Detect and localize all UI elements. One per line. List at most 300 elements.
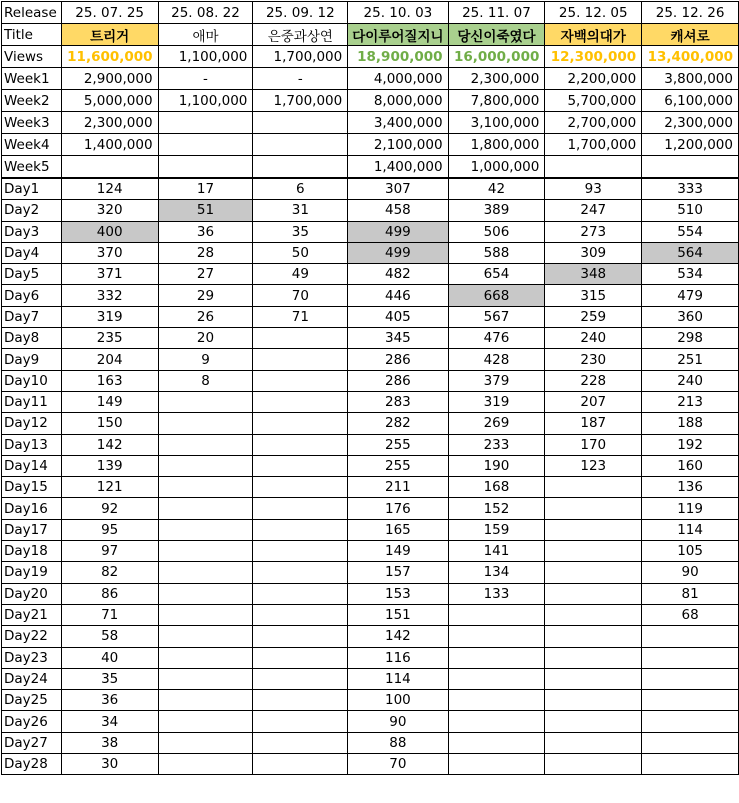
film-title-cell: 당신이죽였다 <box>448 24 545 46</box>
daily-views-cell: 9 <box>158 349 253 370</box>
daily-views-cell <box>545 604 642 625</box>
weekly-views-cell: 2,300,000 <box>642 112 739 134</box>
daily-views-cell <box>253 391 348 412</box>
release-date-cell: 25. 08. 22 <box>158 2 253 24</box>
daily-views-cell <box>642 754 739 775</box>
daily-views-cell <box>253 690 348 711</box>
daily-views-cell <box>158 690 253 711</box>
weekly-views-cell: 2,200,000 <box>545 68 642 90</box>
daily-views-cell <box>253 668 348 689</box>
daily-views-cell <box>448 647 545 668</box>
daily-views-cell: 479 <box>642 285 739 306</box>
daily-views-cell: 332 <box>61 285 158 306</box>
daily-views-cell: 213 <box>642 391 739 412</box>
daily-views-cell <box>545 754 642 775</box>
daily-views-cell: 29 <box>158 285 253 306</box>
daily-views-cell <box>642 711 739 732</box>
row-label-day: Day17 <box>2 519 62 540</box>
weekly-views-cell <box>61 156 158 179</box>
daily-views-cell <box>545 562 642 583</box>
daily-views-cell: 105 <box>642 541 739 562</box>
daily-views-cell: 259 <box>545 306 642 327</box>
daily-views-cell <box>642 668 739 689</box>
weekly-views-cell: 3,400,000 <box>348 112 448 134</box>
daily-views-cell: 134 <box>448 562 545 583</box>
daily-views-cell: 141 <box>448 541 545 562</box>
row-label-day: Day14 <box>2 455 62 476</box>
day-row <box>2 477 739 498</box>
weekly-views-cell <box>545 156 642 179</box>
row-label-day: Day2 <box>2 200 62 221</box>
row-label-day: Day1 <box>2 178 62 200</box>
row-label-day: Day22 <box>2 626 62 647</box>
day-row <box>2 754 739 775</box>
daily-views-cell: 446 <box>348 285 448 306</box>
daily-views-cell <box>253 541 348 562</box>
weekly-views-cell: 1,400,000 <box>348 156 448 179</box>
day-row <box>2 285 739 306</box>
daily-views-cell: 20 <box>158 328 253 349</box>
daily-views-cell: 40 <box>61 647 158 668</box>
daily-views-cell <box>158 732 253 753</box>
daily-views-cell <box>545 626 642 647</box>
daily-views-cell: 49 <box>253 264 348 285</box>
daily-views-cell <box>158 434 253 455</box>
daily-views-cell <box>448 690 545 711</box>
daily-views-cell: 100 <box>348 690 448 711</box>
weekly-views-cell <box>158 156 253 179</box>
row-label-day: Day7 <box>2 306 62 327</box>
daily-views-cell: 282 <box>348 413 448 434</box>
day-row <box>2 711 739 732</box>
daily-views-cell: 139 <box>61 455 158 476</box>
daily-views-cell: 119 <box>642 498 739 519</box>
daily-views-cell: 370 <box>61 242 158 263</box>
day-row <box>2 434 739 455</box>
daily-views-cell: 315 <box>545 285 642 306</box>
daily-views-cell: 34 <box>61 711 158 732</box>
daily-views-cell: 114 <box>348 668 448 689</box>
daily-views-cell: 360 <box>642 306 739 327</box>
day-row <box>2 391 739 412</box>
daily-views-cell <box>253 328 348 349</box>
row-label-day: Day24 <box>2 668 62 689</box>
daily-views-cell <box>253 349 348 370</box>
weekly-views-cell: 6,100,000 <box>642 90 739 112</box>
day-row <box>2 604 739 625</box>
daily-views-cell: 28 <box>158 242 253 263</box>
daily-views-cell: 152 <box>448 498 545 519</box>
row-label-release: Release <box>2 2 62 24</box>
weekly-views-cell: 1,100,000 <box>158 90 253 112</box>
weekly-views-cell: 5,700,000 <box>545 90 642 112</box>
weekly-views-cell: 2,900,000 <box>61 68 158 90</box>
daily-views-cell: 17 <box>158 178 253 200</box>
daily-views-cell: 35 <box>61 668 158 689</box>
daily-views-cell: 42 <box>448 178 545 200</box>
row-label-day: Day11 <box>2 391 62 412</box>
row-label-day: Day16 <box>2 498 62 519</box>
daily-views-cell: 142 <box>61 434 158 455</box>
daily-views-cell: 86 <box>61 583 158 604</box>
weekly-views-cell: 7,800,000 <box>448 90 545 112</box>
daily-views-cell: 307 <box>348 178 448 200</box>
row-label-day: Day25 <box>2 690 62 711</box>
daily-views-cell <box>253 370 348 391</box>
film-title-cell: 트리거 <box>61 24 158 46</box>
daily-views-cell <box>158 541 253 562</box>
total-views-cell: 11,600,000 <box>61 46 158 68</box>
daily-views-cell: 38 <box>61 732 158 753</box>
day-row <box>2 519 739 540</box>
film-title-cell: 캐셔로 <box>642 24 739 46</box>
row-label-views: Views <box>2 46 62 68</box>
row-label-day: Day8 <box>2 328 62 349</box>
release-date-cell: 25. 10. 03 <box>348 2 448 24</box>
daily-views-cell: 71 <box>61 604 158 625</box>
row-label-day: Day27 <box>2 732 62 753</box>
weekly-views-cell: 1,200,000 <box>642 134 739 156</box>
daily-views-cell: 588 <box>448 242 545 263</box>
daily-views-cell <box>158 583 253 604</box>
daily-views-cell <box>158 668 253 689</box>
weekly-views-cell: 2,300,000 <box>448 68 545 90</box>
daily-views-cell <box>158 604 253 625</box>
daily-views-cell: 26 <box>158 306 253 327</box>
weekly-views-cell: 1,400,000 <box>61 134 158 156</box>
row-label-day: Day26 <box>2 711 62 732</box>
daily-views-cell: 31 <box>253 200 348 221</box>
title-row <box>2 24 739 46</box>
weekly-views-cell: 1,000,000 <box>448 156 545 179</box>
week-row <box>2 68 739 90</box>
weekly-views-cell <box>253 134 348 156</box>
daily-views-cell: 142 <box>348 626 448 647</box>
daily-views-cell: 286 <box>348 370 448 391</box>
row-label-day: Day5 <box>2 264 62 285</box>
total-views-cell: 1,100,000 <box>158 46 253 68</box>
peak-day-cell: 348 <box>545 264 642 285</box>
row-label-day: Day13 <box>2 434 62 455</box>
daily-views-cell: 163 <box>61 370 158 391</box>
daily-views-cell: 165 <box>348 519 448 540</box>
daily-views-cell: 27 <box>158 264 253 285</box>
daily-views-cell <box>158 626 253 647</box>
daily-views-cell: 233 <box>448 434 545 455</box>
daily-views-cell: 95 <box>61 519 158 540</box>
day-row <box>2 732 739 753</box>
daily-views-cell: 255 <box>348 434 448 455</box>
weekly-views-cell: 1,700,000 <box>253 90 348 112</box>
daily-views-cell: 320 <box>61 200 158 221</box>
weekly-views-cell: 2,700,000 <box>545 112 642 134</box>
day-row <box>2 328 739 349</box>
total-views-cell: 12,300,000 <box>545 46 642 68</box>
peak-day-cell: 668 <box>448 285 545 306</box>
daily-views-cell: 286 <box>348 349 448 370</box>
row-label-day: Day12 <box>2 413 62 434</box>
weekly-views-cell: 5,000,000 <box>61 90 158 112</box>
row-label-day: Day19 <box>2 562 62 583</box>
daily-views-cell: 251 <box>642 349 739 370</box>
daily-views-cell <box>448 668 545 689</box>
daily-views-cell: 159 <box>448 519 545 540</box>
row-label-week: Week1 <box>2 68 62 90</box>
release-row <box>2 2 739 24</box>
row-label-day: Day15 <box>2 477 62 498</box>
weekly-views-cell: 2,100,000 <box>348 134 448 156</box>
row-label-day: Day18 <box>2 541 62 562</box>
film-title-cell: 애마 <box>158 24 253 46</box>
daily-views-cell <box>448 732 545 753</box>
daily-views-cell <box>158 754 253 775</box>
daily-views-cell: 204 <box>61 349 158 370</box>
daily-views-cell: 170 <box>545 434 642 455</box>
daily-views-cell <box>253 455 348 476</box>
daily-views-cell: 319 <box>61 306 158 327</box>
daily-views-cell <box>253 583 348 604</box>
day-row <box>2 562 739 583</box>
weekly-views-cell <box>642 156 739 179</box>
daily-views-cell <box>158 519 253 540</box>
day-row <box>2 690 739 711</box>
daily-views-cell <box>158 711 253 732</box>
daily-views-cell <box>158 477 253 498</box>
daily-views-cell: 149 <box>348 541 448 562</box>
weekly-views-cell: - <box>158 68 253 90</box>
total-views-cell: 16,000,000 <box>448 46 545 68</box>
daily-views-cell: 116 <box>348 647 448 668</box>
day-row <box>2 370 739 391</box>
total-views-cell: 18,900,000 <box>348 46 448 68</box>
day-row <box>2 541 739 562</box>
daily-views-cell: 123 <box>545 455 642 476</box>
row-label-title: Title <box>2 24 62 46</box>
day-row <box>2 242 739 263</box>
daily-views-cell: 371 <box>61 264 158 285</box>
weekly-views-cell: 1,700,000 <box>545 134 642 156</box>
weekly-views-cell: 4,000,000 <box>348 68 448 90</box>
viewership-table <box>1 1 739 775</box>
day-row <box>2 221 739 242</box>
daily-views-cell <box>448 711 545 732</box>
day-row <box>2 498 739 519</box>
day-row <box>2 264 739 285</box>
daily-views-cell: 255 <box>348 455 448 476</box>
daily-views-cell <box>545 583 642 604</box>
daily-views-cell <box>158 455 253 476</box>
daily-views-cell <box>545 668 642 689</box>
daily-views-cell <box>253 604 348 625</box>
daily-views-cell: 309 <box>545 242 642 263</box>
daily-views-cell <box>448 604 545 625</box>
daily-views-cell: 81 <box>642 583 739 604</box>
peak-day-cell: 499 <box>348 221 448 242</box>
daily-views-cell: 207 <box>545 391 642 412</box>
day-row <box>2 178 739 200</box>
weekly-views-cell: 3,800,000 <box>642 68 739 90</box>
daily-views-cell: 240 <box>642 370 739 391</box>
daily-views-cell <box>642 626 739 647</box>
daily-views-cell: 149 <box>61 391 158 412</box>
peak-day-cell: 499 <box>348 242 448 263</box>
daily-views-cell: 8 <box>158 370 253 391</box>
daily-views-cell: 30 <box>61 754 158 775</box>
daily-views-cell: 240 <box>545 328 642 349</box>
daily-views-cell: 510 <box>642 200 739 221</box>
weekly-views-cell <box>253 156 348 179</box>
peak-day-cell: 400 <box>61 221 158 242</box>
daily-views-cell: 534 <box>642 264 739 285</box>
day-row <box>2 668 739 689</box>
row-label-day: Day9 <box>2 349 62 370</box>
week-row <box>2 112 739 134</box>
weekly-views-cell: 8,000,000 <box>348 90 448 112</box>
daily-views-cell: 192 <box>642 434 739 455</box>
daily-views-cell: 136 <box>642 477 739 498</box>
daily-views-cell: 333 <box>642 178 739 200</box>
daily-views-cell: 230 <box>545 349 642 370</box>
daily-views-cell <box>158 413 253 434</box>
views-row <box>2 46 739 68</box>
daily-views-cell: 168 <box>448 477 545 498</box>
daily-views-cell: 133 <box>448 583 545 604</box>
row-label-week: Week4 <box>2 134 62 156</box>
daily-views-cell: 247 <box>545 200 642 221</box>
daily-views-cell: 554 <box>642 221 739 242</box>
daily-views-cell: 36 <box>61 690 158 711</box>
release-date-cell: 25. 09. 12 <box>253 2 348 24</box>
daily-views-cell: 190 <box>448 455 545 476</box>
daily-views-cell: 70 <box>253 285 348 306</box>
daily-views-cell <box>545 690 642 711</box>
daily-views-cell: 567 <box>448 306 545 327</box>
daily-views-cell: 157 <box>348 562 448 583</box>
daily-views-cell: 92 <box>61 498 158 519</box>
daily-views-cell: 187 <box>545 413 642 434</box>
daily-views-cell <box>158 391 253 412</box>
release-date-cell: 25. 07. 25 <box>61 2 158 24</box>
weekly-views-cell <box>158 134 253 156</box>
daily-views-cell <box>642 732 739 753</box>
day-row <box>2 455 739 476</box>
daily-views-cell <box>253 711 348 732</box>
row-label-day: Day20 <box>2 583 62 604</box>
daily-views-cell <box>253 413 348 434</box>
row-label-day: Day4 <box>2 242 62 263</box>
row-label-day: Day10 <box>2 370 62 391</box>
daily-views-cell: 58 <box>61 626 158 647</box>
daily-views-cell: 124 <box>61 178 158 200</box>
daily-views-cell: 35 <box>253 221 348 242</box>
daily-views-cell <box>253 477 348 498</box>
week-row <box>2 90 739 112</box>
daily-views-cell <box>642 690 739 711</box>
daily-views-cell <box>158 647 253 668</box>
daily-views-cell <box>253 732 348 753</box>
weekly-views-cell: 1,800,000 <box>448 134 545 156</box>
daily-views-cell: 90 <box>348 711 448 732</box>
daily-views-cell: 88 <box>348 732 448 753</box>
row-label-day: Day3 <box>2 221 62 242</box>
weekly-views-cell <box>158 112 253 134</box>
daily-views-cell: 269 <box>448 413 545 434</box>
weekly-views-cell <box>253 112 348 134</box>
daily-views-cell: 482 <box>348 264 448 285</box>
daily-views-cell: 71 <box>253 306 348 327</box>
daily-views-cell <box>545 711 642 732</box>
daily-views-cell <box>253 754 348 775</box>
daily-views-cell: 379 <box>448 370 545 391</box>
daily-views-cell <box>253 626 348 647</box>
peak-day-cell: 564 <box>642 242 739 263</box>
row-label-day: Day23 <box>2 647 62 668</box>
daily-views-cell: 228 <box>545 370 642 391</box>
daily-views-cell: 93 <box>545 178 642 200</box>
daily-views-cell: 97 <box>61 541 158 562</box>
week-row <box>2 134 739 156</box>
daily-views-cell: 176 <box>348 498 448 519</box>
daily-views-cell: 283 <box>348 391 448 412</box>
release-date-cell: 25. 12. 05 <box>545 2 642 24</box>
daily-views-cell <box>545 519 642 540</box>
daily-views-cell: 298 <box>642 328 739 349</box>
daily-views-cell: 319 <box>448 391 545 412</box>
daily-views-cell: 6 <box>253 178 348 200</box>
daily-views-cell <box>545 541 642 562</box>
daily-views-cell: 82 <box>61 562 158 583</box>
daily-views-cell <box>253 647 348 668</box>
daily-views-cell: 68 <box>642 604 739 625</box>
daily-views-cell <box>253 498 348 519</box>
row-label-day: Day21 <box>2 604 62 625</box>
row-label-week: Week3 <box>2 112 62 134</box>
daily-views-cell <box>448 754 545 775</box>
daily-views-cell: 345 <box>348 328 448 349</box>
daily-views-cell: 235 <box>61 328 158 349</box>
day-row <box>2 583 739 604</box>
daily-views-cell: 160 <box>642 455 739 476</box>
daily-views-cell: 150 <box>61 413 158 434</box>
daily-views-cell <box>642 647 739 668</box>
weekly-views-cell: 2,300,000 <box>61 112 158 134</box>
daily-views-cell: 121 <box>61 477 158 498</box>
daily-views-cell <box>253 562 348 583</box>
day-row <box>2 626 739 647</box>
film-title-cell: 은중과상연 <box>253 24 348 46</box>
daily-views-cell: 428 <box>448 349 545 370</box>
total-views-cell: 1,700,000 <box>253 46 348 68</box>
daily-views-cell: 506 <box>448 221 545 242</box>
daily-views-cell <box>448 626 545 647</box>
row-label-week: Week5 <box>2 156 62 179</box>
daily-views-cell: 50 <box>253 242 348 263</box>
row-label-day: Day6 <box>2 285 62 306</box>
daily-views-cell: 273 <box>545 221 642 242</box>
day-row <box>2 349 739 370</box>
daily-views-cell <box>545 732 642 753</box>
peak-day-cell: 51 <box>158 200 253 221</box>
daily-views-cell: 36 <box>158 221 253 242</box>
daily-views-cell: 476 <box>448 328 545 349</box>
daily-views-cell <box>158 562 253 583</box>
daily-views-cell: 211 <box>348 477 448 498</box>
row-label-day: Day28 <box>2 754 62 775</box>
daily-views-cell: 188 <box>642 413 739 434</box>
daily-views-cell <box>545 498 642 519</box>
release-date-cell: 25. 11. 07 <box>448 2 545 24</box>
day-row <box>2 413 739 434</box>
